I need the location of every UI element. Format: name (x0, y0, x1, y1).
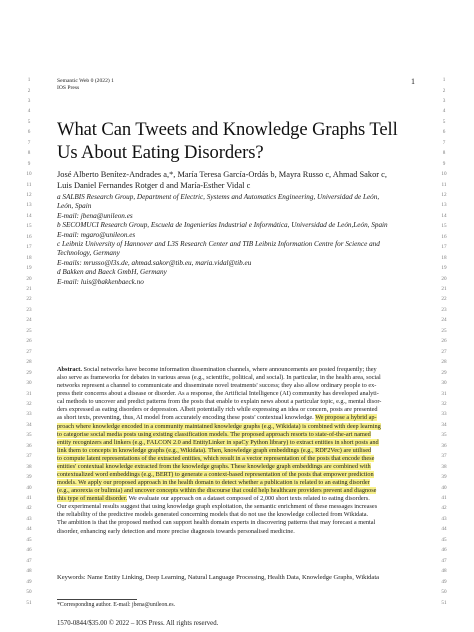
abstract-line: also serve as frameworks for debates in various areas (e.g., scientific, political, and social). In particular, in the health area, social (57, 374, 381, 382)
footnote-rule (57, 599, 137, 600)
line-number: 4 (27, 108, 31, 115)
line-number: 14 (26, 212, 32, 219)
line-number: 31 (441, 390, 447, 397)
line-number: 44 (441, 526, 447, 533)
keywords-text: Name Entity Linking, Deep Learning, Natural Language Processing, Health Data, Knowledge Graphs, Wikidata (85, 574, 380, 581)
line-number: 9 (442, 160, 446, 167)
line-number: 5 (442, 118, 446, 125)
line-number: 30 (26, 380, 32, 386)
abstract-line: the reliability of the predictive models generated concerning models that do not use the knowledge collected from Wikidata. (57, 511, 369, 519)
line-number: 29 (441, 369, 447, 376)
line-number: 34 (26, 421, 32, 428)
highlighted-text: models. We apply our proposed approach in the health domain to detect whether a publication is related to an eating disorder (57, 479, 370, 487)
line-number: 42 (26, 505, 32, 512)
abstract-line: networks represent a channel to communicate and disseminate novel treatments' success; they also allow ordinary people to ex- (57, 382, 377, 390)
line-number: 15 (441, 223, 447, 230)
line-number: 43 (26, 515, 32, 522)
line-number: 42 (441, 505, 447, 512)
line-number: 19 (441, 265, 447, 272)
line-number: 1 (442, 77, 446, 83)
abstract-line: Our experimental results suggest that using knowledge graph exploitation, the semantic enrichment of these messages increases (57, 503, 378, 511)
affiliation-line: León, Spain (57, 202, 92, 211)
highlighted-text: to categorise social media posts using existing classification models. The proposed approach resorts to state-of-the-art named (57, 430, 371, 438)
authors-line-1: José Alberto Benítez-Andrades a,*, María Teresa García-Ordás b, Mayra Russo c, Ahmad Sakor c, (57, 170, 387, 179)
line-number: 49 (26, 578, 32, 585)
line-number: 35 (441, 432, 447, 439)
line-number: 10 (441, 171, 447, 178)
line-number: 1 (27, 77, 31, 83)
line-number: 50 (26, 589, 32, 595)
line-number: 37 (441, 453, 447, 460)
line-number: 51 (26, 599, 32, 606)
line-number: 37 (26, 453, 32, 460)
authors-line-2: Luis Daniel Fernandes Rotger d and María-Esther Vidal c (57, 181, 251, 190)
highlighted-text: entity recognizers and linkers (e.g., FALCON 2.0 and EntityLinker in spaCy Python library) to extract entities in short posts and (57, 438, 379, 446)
abstract-line: Social networks have become information dissemination channels, where announcements are posted frequently; they (81, 366, 377, 373)
abstract-line: ders expressed as eating disorders or depression. Albeit potentially rich while expressing an idea or concern, posts are presented (57, 406, 378, 414)
line-number: 28 (26, 359, 32, 366)
line-number: 34 (441, 421, 447, 428)
keywords-label: Keywords: (57, 574, 86, 581)
line-number: 49 (441, 578, 447, 585)
page-number: 1 (411, 77, 415, 86)
line-number: 41 (441, 495, 447, 501)
affiliation-email: E-mail: jbena@unileon.es (57, 211, 133, 220)
abstract-line: cal methods to uncover and predict patterns from the posts that enable to explain news about a particular topic, e.g., mental disor- (57, 398, 382, 406)
line-number: 33 (441, 411, 447, 418)
paper-title-line-1: What Can Tweets and Knowledge Graphs Tell (57, 119, 398, 140)
highlighted-text: entities' contextual knowledge extracted from the knowledge graphs. These knowledge graph embeddings are combined with (57, 462, 371, 470)
line-number: 13 (26, 202, 32, 209)
line-number: 36 (26, 442, 32, 449)
line-number: 17 (26, 244, 32, 251)
line-number: 36 (441, 442, 447, 449)
line-number: 44 (26, 526, 32, 533)
line-number: 8 (27, 150, 31, 157)
line-number: 51 (441, 599, 447, 606)
journal-header: Semantic Web 0 (2022) 1 (57, 78, 114, 84)
line-number: 24 (26, 317, 32, 324)
line-number: 6 (442, 129, 446, 136)
line-number: 29 (26, 369, 32, 376)
line-number: 5 (27, 118, 31, 125)
line-number: 15 (26, 223, 32, 230)
line-number: 27 (26, 348, 32, 355)
highlighted-text: contextualized word embeddings (e.g., BERT) to generate a context-based representation of the posts that empower prediction (57, 471, 374, 479)
abstract (57, 366, 418, 536)
line-number: 31 (26, 390, 32, 397)
line-number: 22 (441, 296, 447, 303)
line-number: 24 (441, 317, 447, 324)
line-number: 7 (27, 139, 31, 146)
line-number: 2 (442, 87, 446, 94)
affiliation-line: d Bakken and Baeck GmbH, Germany (57, 268, 167, 277)
line-number: 32 (26, 400, 32, 407)
abstract-line: disorder, enhancing early detection and more precise diagnosis towards personalised medicine. (57, 527, 295, 535)
line-number: 26 (26, 338, 32, 345)
highlighted-text: proach where knowledge encoded in a community maintained knowledge graphs (e.g., Wikidata) is combined with deep learning (57, 422, 381, 430)
line-number: 46 (26, 547, 32, 554)
abstract-line: The ambition is that the proposed method can support health domain experts in discovering patterns that may forecast a mental (57, 519, 376, 527)
line-number: 7 (442, 139, 446, 146)
line-number: 48 (26, 568, 32, 575)
affiliation-email: E-mail: mgaro@unileon.es (57, 230, 136, 239)
affiliation-email: E-mail: luis@bakkenbaeck.no (57, 277, 144, 286)
highlighted-text: to compute latent representations of the extracted entities, which result in a vector representation of the posts that encode these (57, 454, 375, 462)
line-number: 16 (26, 233, 32, 240)
line-number: 12 (441, 191, 447, 198)
affiliation-line: b SECOMUCI Research Group, Escuela de Ingenierías Industrial e Informática, Universidad de León,León, Spain (57, 221, 388, 230)
copyright: 1570-0844/$35.00 © 2022 – IOS Press. All rights reserved. (57, 620, 219, 627)
affiliation-line: Technology, Germany (57, 249, 120, 258)
line-number: 18 (26, 254, 32, 261)
line-number: 23 (441, 306, 447, 313)
highlighted-text: this type of mental disorder. (57, 495, 128, 503)
highlighted-text: link them to concepts in knowledge graphs (e.g., Wikidata). Then, knowledge graph embeddings (e.g., RDF2Vec) are utilised (57, 446, 372, 454)
line-number: 19 (26, 265, 32, 272)
abstract-label: Abstract. (57, 366, 82, 373)
line-number: 46 (441, 547, 447, 554)
line-number: 43 (441, 515, 447, 522)
line-number: 50 (441, 589, 447, 595)
line-number: 20 (441, 275, 447, 282)
keywords (57, 574, 379, 582)
line-number: 48 (441, 568, 447, 575)
abstract-line: as short texts, preventing, thus, AI model from accurately encoding these posts' contextual knowledge. (57, 414, 316, 422)
paper-title-line-2: Us About Eating Disorders? (57, 142, 264, 163)
line-number: 6 (27, 129, 31, 136)
line-number: 33 (26, 411, 32, 418)
abstract-line: We evaluate our approach on a dataset composed of 2,000 short texts related to eating disorders. (127, 495, 370, 503)
line-number: 30 (441, 380, 447, 386)
line-number: 20 (26, 275, 32, 282)
line-number: 9 (27, 160, 31, 167)
line-number: 39 (441, 474, 447, 481)
line-number: 25 (441, 327, 447, 334)
line-number: 3 (27, 97, 31, 104)
line-number: 2 (27, 87, 31, 94)
line-number: 38 (441, 463, 447, 470)
line-number: 3 (442, 97, 446, 104)
affiliations (57, 193, 417, 287)
abstract-line: press their concerns about a disease or disorder. As a response, the Artificial Intelligence (AI) community has developed analyti- (57, 390, 379, 398)
line-number: 23 (26, 306, 32, 313)
line-number: 47 (26, 557, 32, 564)
line-number: 11 (441, 181, 447, 188)
line-number: 27 (441, 348, 447, 355)
line-number: 21 (441, 286, 447, 292)
affiliation-line: a SALBIS Research Group, Department of Electric, Systems and Automatics Engineering, Universidad de León, (57, 193, 380, 201)
line-number: 45 (441, 536, 447, 543)
line-number: 25 (26, 327, 32, 334)
line-number: 26 (441, 338, 447, 345)
highlighted-text: We propose a hybrid ap- (315, 414, 377, 422)
line-number: 47 (441, 557, 447, 564)
line-number: 16 (441, 233, 447, 240)
affiliation-email: E-mails: mrusso@l3s.de, ahmad.sakor@tib.eu, maria.vidal@tib.eu (57, 258, 252, 267)
publisher-header: IOS Press (57, 85, 80, 91)
line-number: 22 (26, 296, 32, 303)
line-number: 35 (26, 432, 32, 439)
line-number: 11 (26, 181, 32, 188)
affiliation-line: c Leibniz University of Hannover and L3S Research Center and TIB Leibniz Information Centre for Science and (57, 240, 380, 249)
line-number: 45 (26, 536, 32, 543)
line-number: 40 (26, 484, 32, 491)
footnote: *Corresponding author. E-mail: jbena@unileon.es. (57, 602, 176, 608)
line-number: 18 (441, 254, 447, 261)
line-number: 32 (441, 400, 447, 407)
line-number: 17 (441, 244, 447, 251)
line-number: 13 (441, 202, 447, 209)
line-number: 10 (26, 171, 32, 178)
line-number: 41 (26, 495, 32, 501)
line-number: 21 (26, 286, 32, 292)
line-number: 38 (26, 463, 32, 470)
line-number: 12 (26, 191, 32, 198)
line-number: 40 (441, 484, 447, 491)
line-number: 39 (26, 474, 32, 481)
highlighted-text: (e.g., anorexia or bulimia) and uncover concepts within the discourse that could help healthcare providers prevent and diagnose (57, 487, 377, 495)
line-number: 28 (441, 359, 447, 366)
line-number: 8 (442, 150, 446, 157)
line-number: 4 (442, 108, 446, 115)
line-number: 14 (441, 212, 447, 219)
